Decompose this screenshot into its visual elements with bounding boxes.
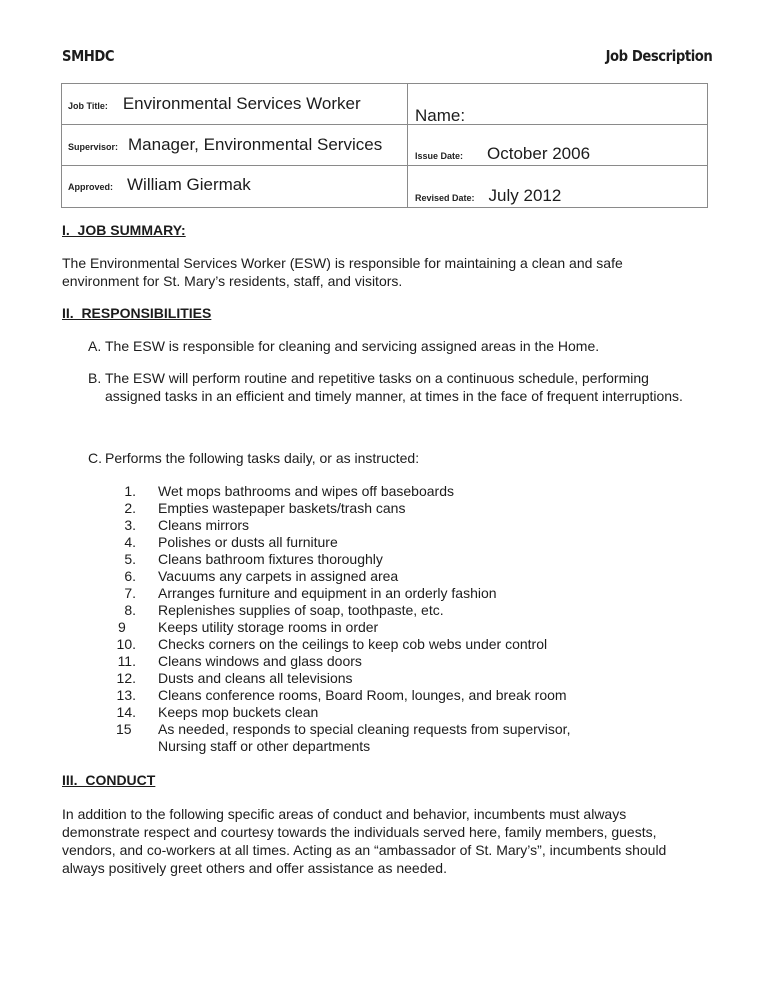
approved-label: Approved:: [68, 182, 113, 192]
task-text: Keeps utility storage rooms in order: [158, 619, 379, 635]
task-text: Vacuums any carpets in assigned area: [158, 568, 399, 584]
conduct-heading: III. CONDUCT: [62, 772, 156, 788]
task-number: 14.: [116, 704, 136, 720]
task-text: Keeps mop buckets clean: [158, 704, 319, 720]
task-number: 11.: [117, 653, 136, 669]
task-text: Dusts and cleans all televisions: [158, 670, 353, 686]
approved-value: William Giermak: [127, 175, 251, 194]
job-info-table: [61, 83, 708, 208]
issue-date-field: [415, 144, 590, 164]
task-text: Arranges furniture and equipment in an orderly fashion: [158, 585, 497, 601]
job-title-field: [68, 94, 361, 114]
task-number: 4.: [124, 534, 136, 550]
task-text: Replenishes supplies of soap, toothpaste, etc.: [158, 602, 444, 618]
conduct-text: In addition to the following specific areas of conduct and behavior, incumbents must always demonstrate respect and courtesy towards the individuals served here, family members, guests, vendors, and co-workers at all times. Acting as an “ambassador of St. Mary’s”, incumbents should always positively greet others and offer assistance as needed.: [62, 806, 667, 876]
supervisor-value: Manager, Environmental Services: [128, 135, 383, 154]
name-field: [415, 106, 465, 126]
task-number: 9: [118, 619, 126, 635]
responsibilities-heading: II. RESPONSIBILITIES: [62, 305, 212, 321]
job-title-label: Job Title:: [68, 101, 108, 111]
task-number: 3.: [124, 517, 136, 533]
item-text: The ESW is responsible for cleaning and servicing assigned areas in the Home.: [105, 338, 600, 354]
task-number: 6.: [124, 568, 136, 584]
task-text: Empties wastepaper baskets/trash cans: [158, 500, 406, 516]
task-text: Checks corners on the ceilings to keep cob webs under control: [158, 636, 548, 652]
organization-name: SMHDC: [62, 47, 115, 65]
name-label: Name:: [415, 106, 466, 125]
row-divider: [62, 165, 707, 166]
job-summary-heading: I. JOB SUMMARY:: [62, 222, 186, 238]
task-text: As needed, responds to special cleaning requests from supervisor,: [158, 721, 571, 737]
task-text: Wet mops bathrooms and wipes off baseboards: [158, 483, 454, 499]
task-text: Cleans mirrors: [158, 517, 250, 533]
job-summary-text: The Environmental Services Worker (ESW) is responsible for maintaining a clean and safe environment for St. Mary’s residents, staff, and visitors.: [62, 255, 623, 289]
item-letter: A.: [88, 338, 102, 354]
responsibility-item-b: [88, 369, 708, 405]
task-number: 1.: [124, 483, 136, 499]
document-type: Job Description: [605, 47, 712, 65]
revised-date-value: July 2012: [488, 186, 562, 205]
item-text: The ESW will perform routine and repetitive tasks on a continuous schedule, performing assigned tasks in an efficient and timely manner, at times in the face of frequent interruptions.: [105, 370, 683, 404]
column-divider: [407, 84, 408, 207]
row-divider: [62, 124, 707, 125]
task-number: 8.: [124, 602, 136, 618]
responsibility-item-c: [88, 449, 728, 467]
task-text: Cleans conference rooms, Board Room, lounges, and break room: [158, 687, 567, 703]
item-letter: C.: [88, 450, 102, 466]
revised-date-field: [415, 186, 561, 206]
issue-date-value: October 2006: [487, 144, 591, 163]
responsibility-item-a: [88, 337, 728, 355]
task-number: 13.: [116, 687, 136, 703]
task-text: Cleans windows and glass doors: [158, 653, 362, 669]
task-number: 15: [116, 721, 132, 737]
task-number: 2.: [124, 500, 136, 516]
supervisor-label: Supervisor:: [68, 142, 119, 152]
item-letter: B.: [88, 370, 102, 386]
task-text: Cleans bathroom fixtures thoroughly: [158, 551, 383, 567]
job-title-value: Environmental Services Worker: [122, 94, 361, 113]
issue-date-label: Issue Date:: [415, 151, 464, 161]
task-number: 12.: [116, 670, 136, 686]
task-number: 10.: [116, 636, 136, 652]
supervisor-field: [68, 135, 382, 155]
task-continuation: Nursing staff or other departments: [158, 738, 371, 754]
approved-field: [68, 175, 251, 195]
task-text: Polishes or dusts all furniture: [158, 534, 338, 550]
item-text: Performs the following tasks daily, or as instructed:: [105, 450, 420, 466]
revised-date-label: Revised Date:: [415, 193, 475, 203]
task-number: 5.: [124, 551, 136, 567]
task-number: 7.: [124, 585, 136, 601]
